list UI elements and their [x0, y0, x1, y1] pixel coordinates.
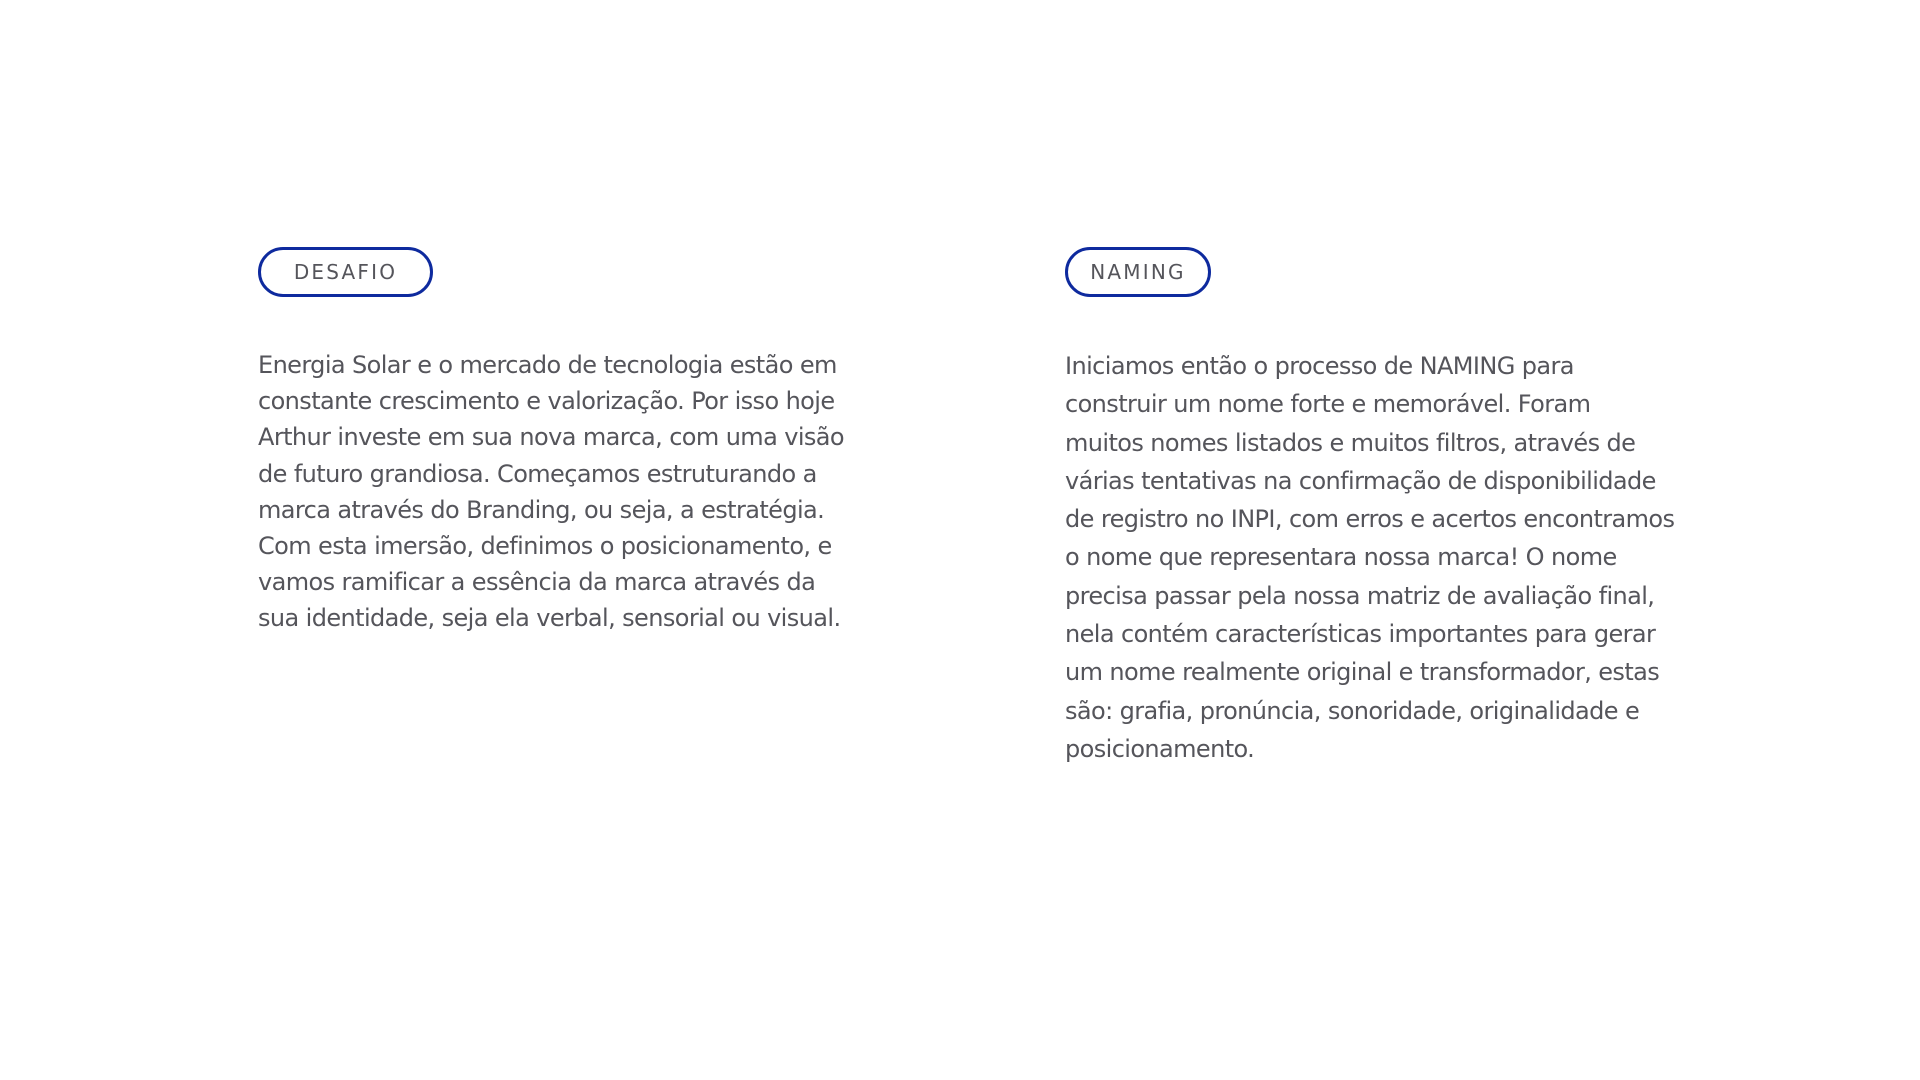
desafio-paragraph: Energia Solar e o mercado de tecnologia estão em constante crescimento e valorização. Por isso hoje Arthur investe em sua nova marca, com uma visão de futuro grandiosa. Começamos estruturando a marca através do Branding, ou seja, a estratégia. Com esta imersão, definimos o posicionamento, e vamos ramificar a essência da marca através da sua identidade, seja ela verbal, sensorial ou visual.: [258, 351, 844, 633]
desafio-section: [258, 247, 848, 637]
desafio-tag: DESAFIO: [258, 247, 433, 297]
naming-section: [1065, 247, 1675, 768]
naming-tag: NAMING: [1065, 247, 1211, 297]
naming-paragraph: Iniciamos então o processo de NAMING para construir um nome forte e memorável. Foram muitos nomes listados e muitos filtros, através de várias tentativas na confirmação de disponibilidade de registro no INPI, com erros e acertos encontramos o nome que representara nossa marca! O nome precisa passar pela nossa matriz de avaliação final, nela contém características importantes para gerar um nome realmente original e transformador, estas são: grafia, pronúncia, sonoridade, originalidade e posicionamento.: [1065, 352, 1675, 763]
